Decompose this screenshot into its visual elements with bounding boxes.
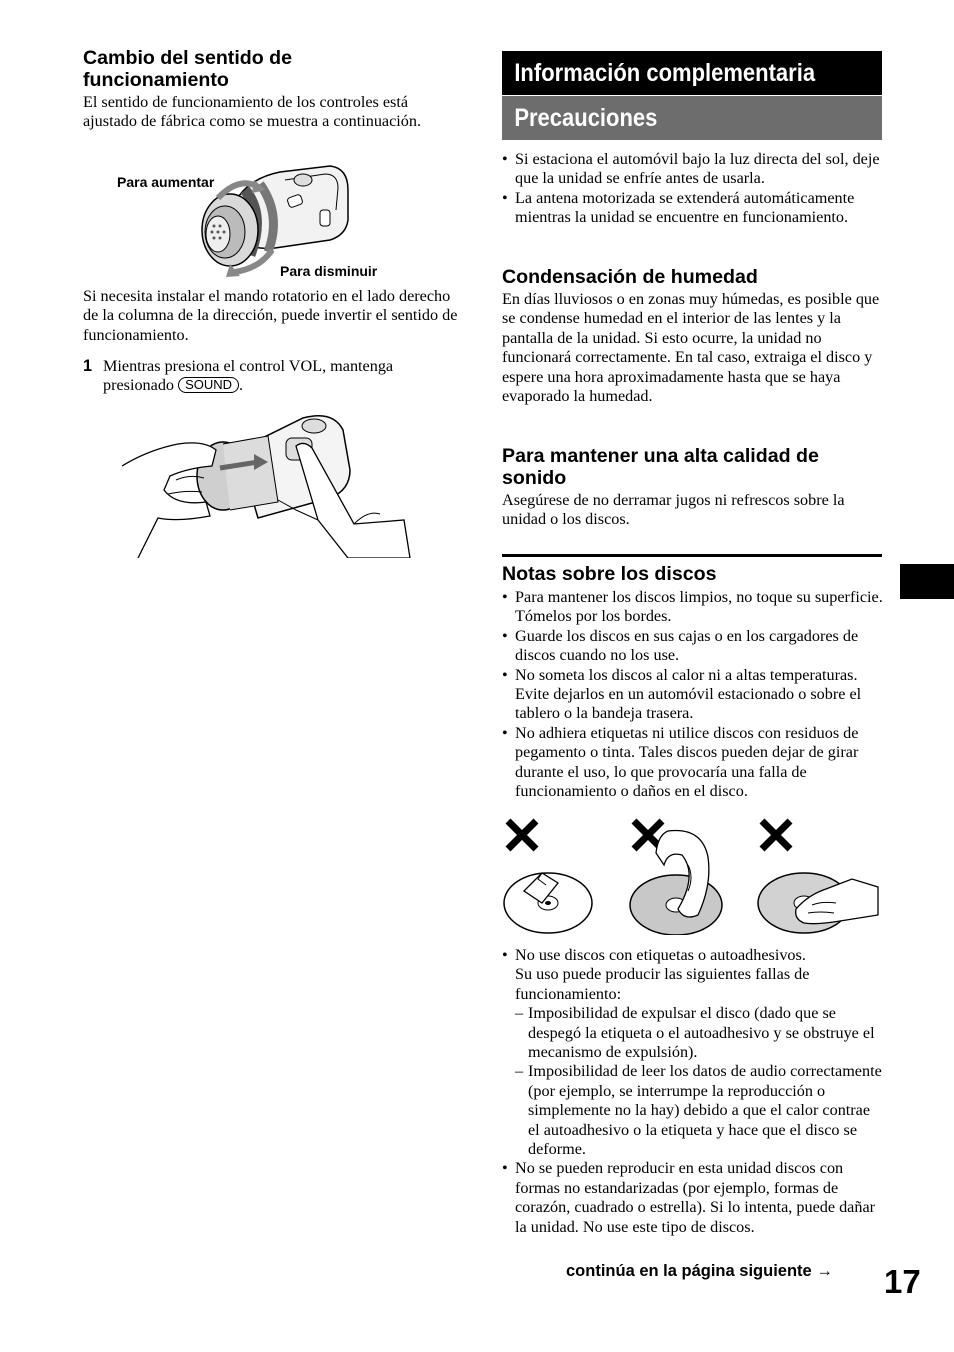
disc-prohibitions-figure: [500, 815, 882, 935]
sound-quality-title: Para mantener una alta calidad de sonido: [502, 445, 819, 489]
label-para-aumentar: Para aumentar: [117, 174, 215, 190]
rotary-commander-icon: [190, 160, 360, 280]
labels-dash-list: [515, 1004, 884, 1159]
prohibited-x-icon: [758, 817, 794, 853]
bar-sub-title: Precauciones: [514, 104, 658, 132]
precautions-list: [502, 150, 882, 228]
list-item: • La antena motorizada se extenderá automáticamente mientras la unidad se encuentre en funcionamiento.: [502, 189, 882, 228]
section-bar-sub: [502, 96, 882, 140]
list-item: [502, 946, 884, 1159]
list-item: • No adhiera etiquetas ni utilice discos con residuos de pegamento o tinta. Tales discos pueden dejar de girar durante el uso, lo que provocaría una falla de funcionamiento o daños en el disco.: [502, 724, 884, 802]
sound-quality-text: Asegúrese de no derramar jugos ni refrescos sobre la unidad o los discos.: [502, 491, 845, 529]
condensation-text: En días lluviosos o en zonas muy húmedas, es posible que se condense humedad en el interior de las lentes y la pantalla de la unidad. Si esto ocurre, la unidad no funcionará correctamente. En tal caso, extraiga el disco y espere una hora aproximadamente hasta que se haya evaporado la humedad.: [502, 290, 880, 406]
page-number: 17: [884, 1263, 921, 1300]
prohibited-x-icon: [504, 817, 540, 853]
intro-paragraph: El sentido de funcionamiento de los controles está ajustado de fábrica como se muestra a continuación.: [83, 93, 422, 131]
continues-note: [566, 1260, 833, 1282]
list-item: • Para mantener los discos limpios, no toque su superficie. Tómelos por los bordes.: [502, 588, 884, 627]
labels-list: [502, 946, 884, 1237]
list-item: • Si estaciona el automóvil bajo la luz directa del sol, deje que la unidad se enfríe antes de usarla.: [502, 150, 882, 189]
discs-list: [502, 588, 884, 801]
reverse-paragraph: Si necesita instalar el mando rotatorio en el lado derecho de la columna de la dirección, puede invertir el sentido de funcionamiento.: [83, 287, 458, 344]
labels-sub: Su uso puede producir las siguientes fallas de funcionamiento:: [515, 965, 810, 1003]
section-bar-main: [502, 51, 882, 95]
bar-main-title: Información complementaria: [514, 59, 816, 87]
side-tab-marker: [900, 564, 954, 599]
dash-item: – Imposibilidad de expulsar el disco (dado que se despegó la etiqueta o el autoadhesivo y se obstruye el mecanismo de expulsión).: [515, 1004, 884, 1062]
hands-pressing-control-figure: [118, 410, 418, 558]
label-para-disminuir: Para disminuir: [280, 263, 378, 279]
list-item: • No se pueden reproducir en esta unidad discos con formas no estandarizadas (por ejemplo, formas de corazón, cuadrado o estrella). Si lo intenta, puede dañar la unidad. No use este tipo de discos.: [502, 1159, 884, 1237]
list-item: • Guarde los discos en sus cajas o en los cargadores de discos cuando no los use.: [502, 627, 884, 666]
disc-with-residue-icon: [628, 825, 728, 935]
step-1: [83, 357, 459, 396]
rotary-direction-figure: [110, 160, 410, 285]
section-divider: [502, 554, 882, 557]
arrow-right-icon: →: [816, 1262, 833, 1280]
disc-with-label-icon: [502, 867, 598, 935]
list-item: • No someta los discos al calor ni a altas temperaturas. Evite dejarlos en un automóvil estacionado o sobre el tablero o la bandeja trasera.: [502, 666, 884, 724]
dash-item: – Imposibilidad de leer los datos de audio correctamente (por ejemplo, se interrumpe la reproducción o simplemente no la hay) debido a que el calor contrae el autoadhesivo o la etiqueta y hace que el disco se deforme.: [515, 1062, 884, 1159]
labels-head: • No use discos con etiquetas o autoadhesivos.: [515, 946, 806, 964]
step-text: Mientras presiona el control VOL, mantenga presionado: [103, 357, 394, 395]
sound-button-label: SOUND: [178, 377, 239, 393]
step-end: .: [239, 376, 244, 395]
discs-title: Notas sobre los discos: [502, 563, 717, 585]
condensation-title: Condensación de humedad: [502, 266, 758, 288]
continues-text: continúa en la página siguiente: [566, 1262, 812, 1280]
step-number: 1: [83, 357, 93, 375]
disc-finger-touch-icon: [756, 865, 880, 935]
section-title-cambio: Cambio del sentido de funcionamiento: [83, 47, 293, 91]
